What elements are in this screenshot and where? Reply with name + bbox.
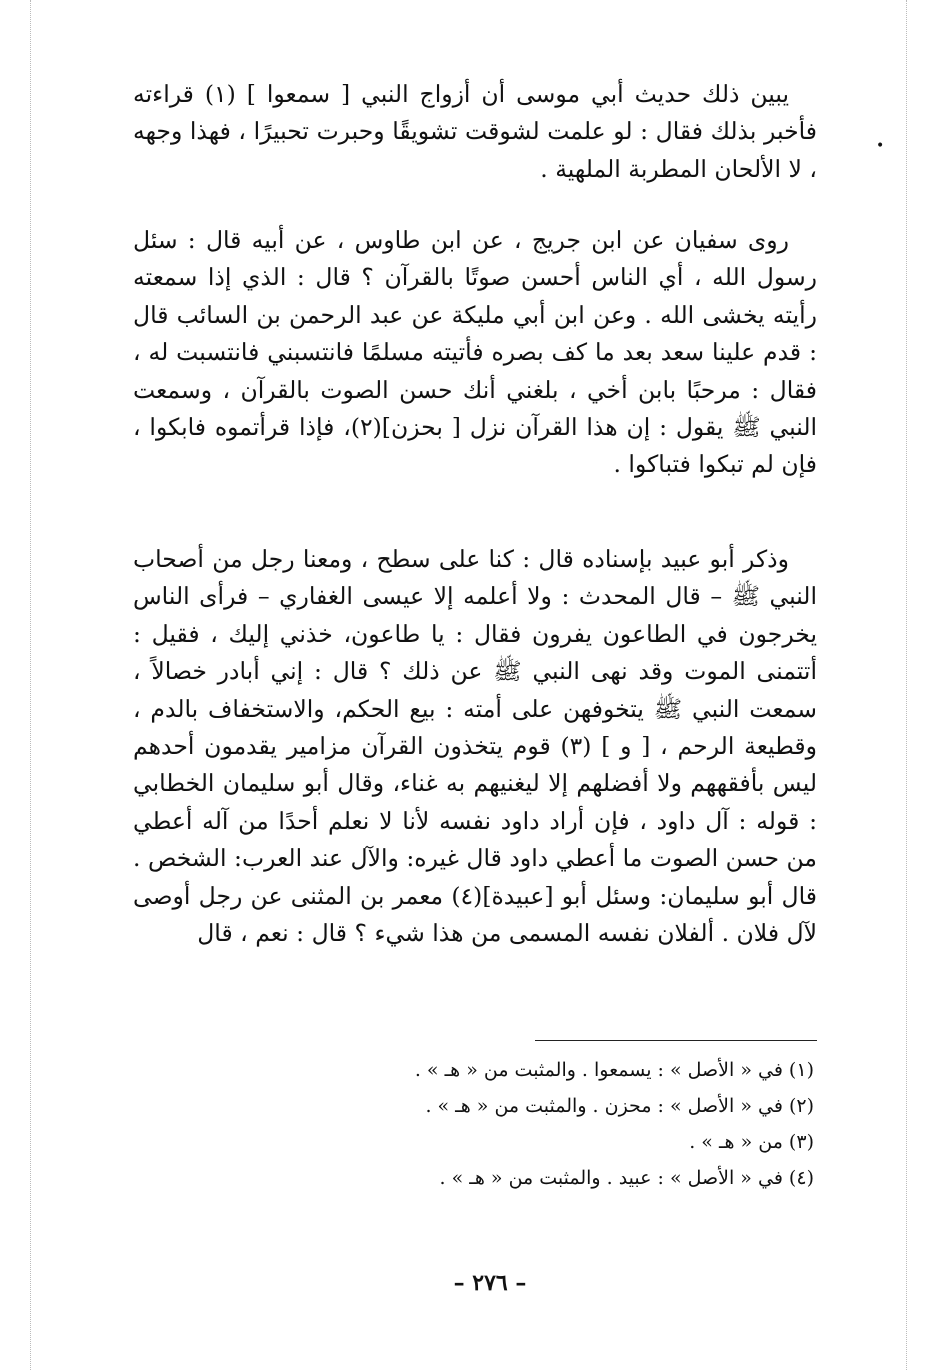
scan-edge-left: [30, 0, 31, 1370]
page-number: – ٢٧٦ –: [453, 1270, 527, 1296]
main-text-paragraph-1: [133, 76, 817, 188]
footnote-4: (٤) في « الأصل » : عبيد . والمثبت من « هـ » .: [439, 1167, 814, 1189]
margin-mark: •: [876, 138, 885, 154]
footnote-3: (٣) من « هـ » .: [689, 1131, 814, 1153]
paragraph: وذكر أبو عبيد بإسناده قال : كنا على سطح ، ومعنا رجل من أصحاب النبي ﷺ – قال المحدث : ولا أعلمه إلا عيسى الغفاري – فرأى الناس يخرجون في الطاعون يفرون فقال : يا طاعون، خذني إليك ، فقيل : أتتمنى الموت وقد نهى النبي ﷺ عن ذلك ؟ قال : إني أبادر خصالاً ، سمعت النبي ﷺ يتخوفهن على أمته : بيع الحكم، والاستخفاف بالدم ، وقطيعة الرحم ، [ و ] (٣) قوم يتخذون القرآن مزامير يقدمون أحدهم ليس بأفقههم ولا أفضلهم إلا ليغنيهم به غناء، وقال أبو سليمان الخطابي : قوله : آل داود ، فإن أراد داود نفسه لأنا لا نعلم أحدًا من آله أعطي من حسن الصوت ما أعطي داود قال غيره: والآل عند العرب: الشخص . قال أبو سليمان: وسئل أبو [عبيدة](٤) معمر بن المثنى عن رجل أوصى لآل فلان . ألفلان نفسه المسمى من هذا شيء ؟ قال : نعم ، قال: [133, 545, 818, 948]
footnote-separator: [535, 1040, 817, 1041]
paragraph: روى سفيان عن ابن جريج ، عن ابن طاوس ، عن أبيه قال : سئل رسول الله ، أي الناس أحسن صوتًا بالقرآن ؟ قال : الذي إذا سمعته رأيته يخشى الله . وعن ابن أبي مليكة عن عبد الرحمن بن السائب قال : قدم علينا سعد بعد ما كف بصره فأتيته مسلمًا فانتسبني فانتسبت له ، فقال : مرحبًا بابن أخي ، بلغني أنك حسن الصوت بالقرآن ، وسمعت النبي ﷺ يقول : إن هذا القرآن نزل [ بحزن](٢)، فإذا قرأتموه فابكوا ، فإن لم تبكوا فتباكوا .: [133, 226, 818, 479]
footnote-1: (١) في « الأصل » : يسمعوا . والمثبت من « هـ » .: [414, 1059, 814, 1081]
footnote-2: (٢) في « الأصل » : محزن . والمثبت من « هـ » .: [425, 1095, 814, 1117]
scan-edge-right: [906, 0, 907, 1370]
main-text-paragraph-3: [133, 541, 817, 952]
main-text-paragraph-2: [133, 222, 817, 484]
footnotes: [300, 1052, 814, 1196]
paragraph: يبين ذلك حديث أبي موسى أن أزواج النبي [ سمعوا ] (١) قراءته فأخبر بذلك فقال : لو علمت لشوقت تشويقًا وحبرت تحبيرًا ، فهذا وجهه ، لا الألحان المطربة الملهية .: [133, 80, 817, 183]
